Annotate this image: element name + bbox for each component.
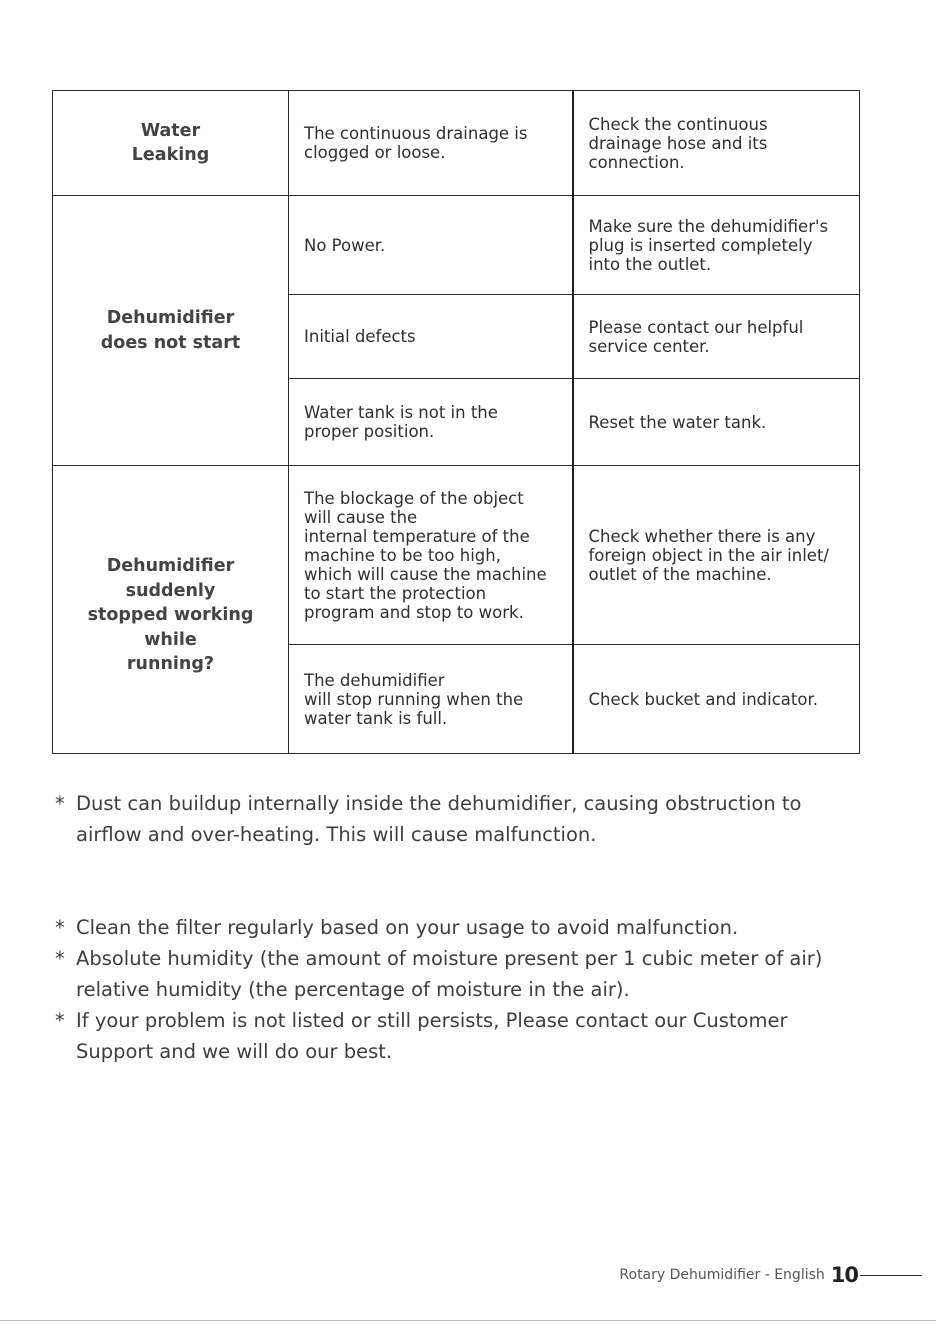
note-text: Dust can buildup internally inside the dehumidifier, causing obstruction to airflow and over-heating. This will cause malfunction. <box>76 792 802 846</box>
table-row <box>53 466 860 645</box>
solution-cell: Make sure the dehumidifier's plug is inserted completely into the outlet. <box>573 196 860 295</box>
solution-cell: Check whether there is any foreign object in the air inlet/ outlet of the machine. <box>573 466 860 645</box>
solution-cell: Please contact our helpful service center. <box>573 295 860 379</box>
troubleshooting-table <box>52 90 860 754</box>
problem-cell: Dehumidifier does not start <box>53 196 289 466</box>
solution-cell: Check the continuous drainage hose and its connection. <box>573 91 860 196</box>
note-bullet: * <box>55 1009 65 1032</box>
table-row <box>53 91 860 196</box>
problem-cell: Water Leaking <box>53 91 289 196</box>
note-item <box>55 1005 875 1067</box>
cause-cell: The blockage of the object will cause the internal temperature of the machine to be too high, which will cause the machine to start the protection program and stop to work. <box>289 466 573 645</box>
cause-cell: Water tank is not in the proper position. <box>289 379 573 466</box>
cause-cell: The dehumidifier will stop running when the water tank is full. <box>289 645 573 754</box>
cause-cell: The continuous drainage is clogged or loose. <box>289 91 573 196</box>
note-text: Clean the filter regularly based on your usage to avoid malfunction. <box>76 916 739 939</box>
note-text: Absolute humidity (the amount of moisture present per 1 cubic meter of air) relative humidity (the percentage of moisture in the air). <box>76 947 823 1001</box>
page-bottom-border <box>0 1320 936 1321</box>
note-item <box>55 943 875 1005</box>
note-bullet: * <box>55 792 65 815</box>
problem-cell: Dehumidifier suddenly stopped working while running? <box>53 466 289 754</box>
page-number: 10 <box>830 1263 858 1287</box>
note-text: If your problem is not listed or still persists, Please contact our Customer Support and we will do our best. <box>76 1009 788 1063</box>
table-row <box>53 196 860 295</box>
note-item <box>55 912 875 943</box>
solution-cell: Check bucket and indicator. <box>573 645 860 754</box>
solution-cell: Reset the water tank. <box>573 379 860 466</box>
note-item <box>55 788 875 850</box>
notes-section <box>55 788 875 1067</box>
note-bullet: * <box>55 916 65 939</box>
cause-cell: Initial defects <box>289 295 573 379</box>
note-bullet: * <box>55 947 65 970</box>
footer-rule <box>860 1275 922 1276</box>
page-footer <box>619 1260 922 1290</box>
footer-label: Rotary Dehumidifier - English <box>619 1267 825 1283</box>
cause-cell: No Power. <box>289 196 573 295</box>
